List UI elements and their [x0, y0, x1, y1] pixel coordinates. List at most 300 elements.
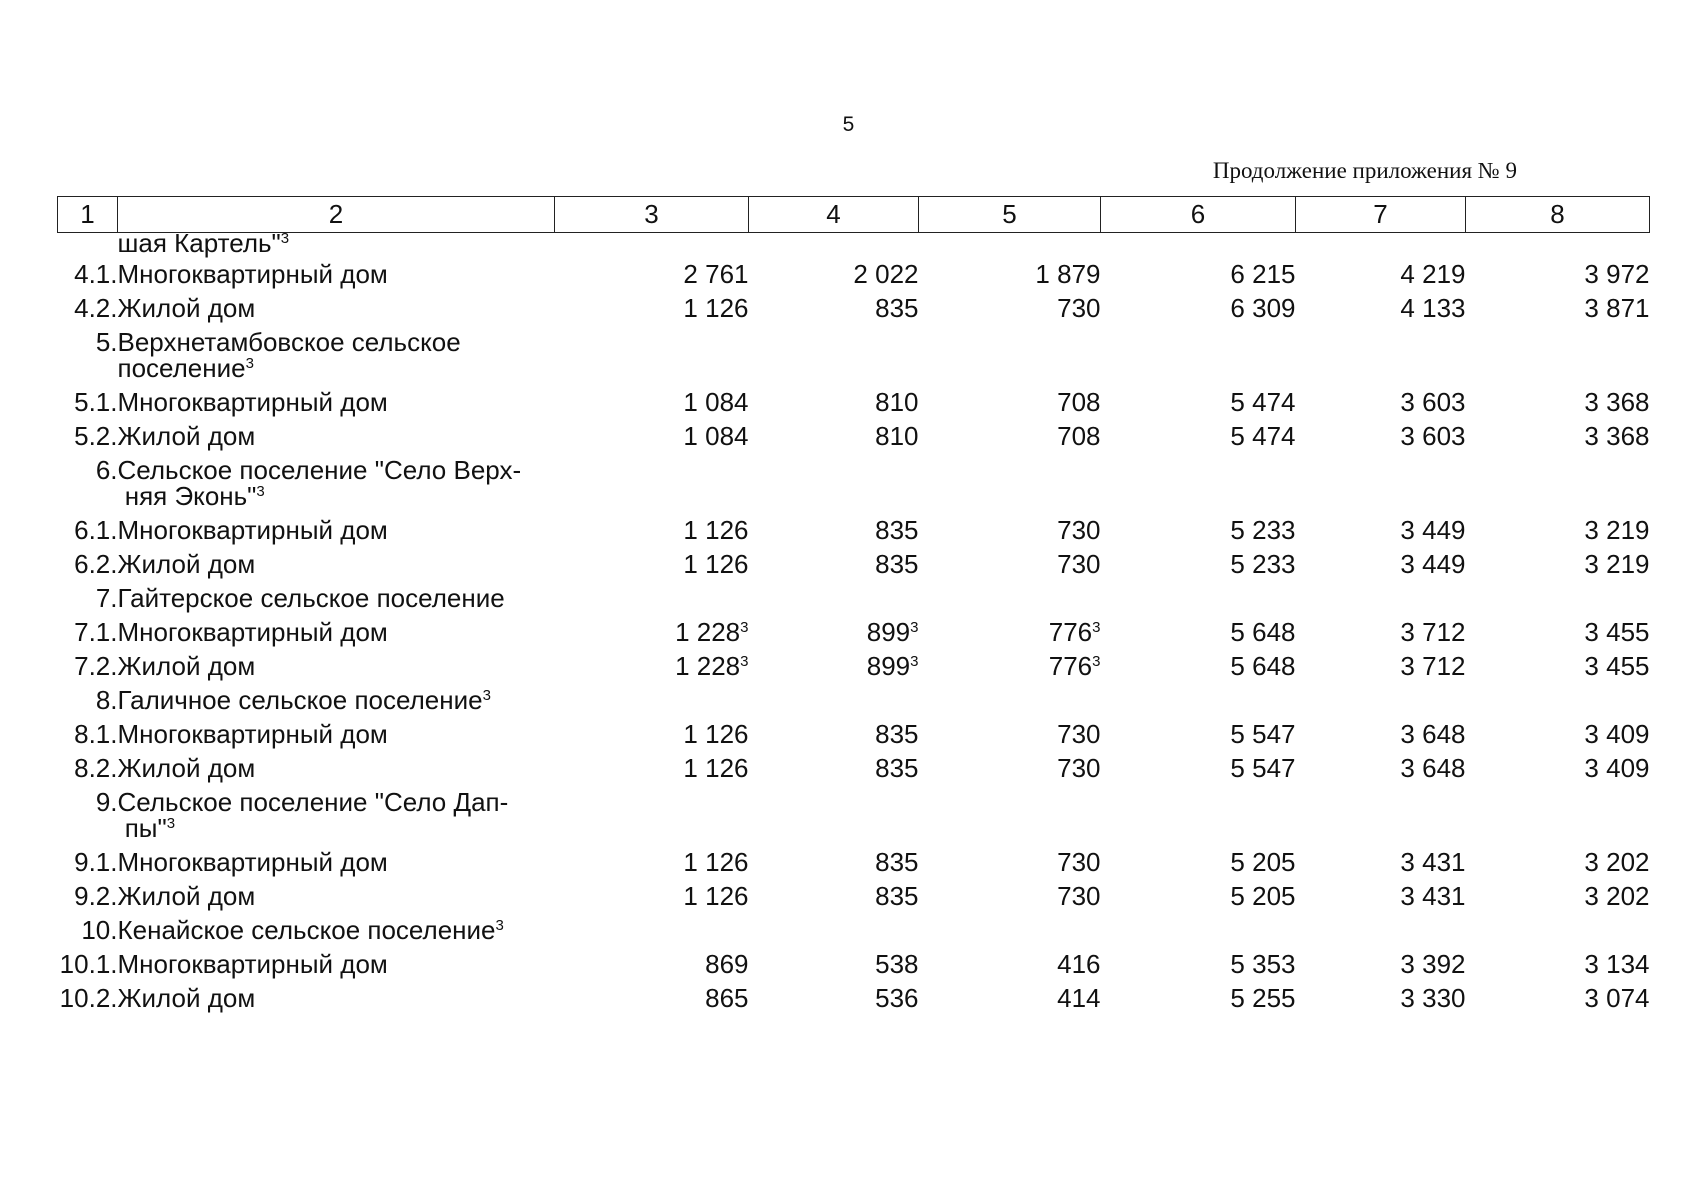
- value-cell-col5: [919, 233, 1101, 258]
- value-cell-col3: [555, 879, 749, 913]
- value-cell-col7: [1296, 751, 1466, 785]
- value-cell-col6: [1101, 947, 1296, 981]
- value-cell-col4: [749, 513, 919, 547]
- row-name: [118, 453, 555, 513]
- col-header-5: 5: [919, 197, 1101, 233]
- value-cell-col8: [1466, 547, 1650, 581]
- value-cell-col7: [1296, 385, 1466, 419]
- row-name: [118, 845, 555, 879]
- value-text: 3 368: [1584, 421, 1650, 451]
- value-cell-col5: [919, 947, 1101, 981]
- table-row: [58, 385, 1650, 419]
- value-cell-col3: [555, 453, 749, 513]
- value-cell-col8: [1466, 649, 1650, 683]
- value-cell-col3: [555, 683, 749, 717]
- table-row: [58, 547, 1650, 581]
- value-cell-col3: [555, 717, 749, 751]
- table-row: [58, 257, 1650, 291]
- value-text: 3 455: [1584, 617, 1650, 647]
- table-row: [58, 513, 1650, 547]
- value-text: 1 228: [675, 651, 741, 681]
- value-text: 3 409: [1584, 753, 1650, 783]
- table-row: [58, 751, 1650, 785]
- value-cell-col7: [1296, 981, 1466, 1015]
- value-text: 6 215: [1230, 259, 1296, 289]
- value-text: 5 205: [1230, 847, 1296, 877]
- value-cell-col6: [1101, 233, 1296, 258]
- value-cell-col6: [1101, 257, 1296, 291]
- value-cell-col6: [1101, 717, 1296, 751]
- table-body: [58, 228, 1650, 1016]
- table-row: [58, 649, 1650, 683]
- value-text: 869: [705, 949, 749, 979]
- row-number: 8.2.: [74, 753, 118, 783]
- row-number: 5.2.: [74, 421, 118, 451]
- value-text: 1 126: [683, 515, 749, 545]
- value-text: 730: [1057, 293, 1101, 323]
- footnote-marker: 3: [495, 917, 504, 934]
- value-cell-col5: [919, 385, 1101, 419]
- appendix-caption: Продолжение приложения № 9: [1212, 158, 1517, 183]
- footnote-marker: 3: [245, 355, 254, 372]
- row-name-text: Жилой дом: [117, 549, 256, 579]
- value-text: 3 219: [1584, 515, 1650, 545]
- row-name-text: Кенайское сельское поселение: [117, 915, 496, 945]
- row-name: [118, 325, 555, 385]
- col-header-2: 2: [118, 197, 555, 233]
- row-number: 4.2.: [74, 293, 118, 323]
- row-name-text: Многоквартирный дом: [117, 387, 388, 417]
- row-name-text: Многоквартирный дом: [117, 259, 388, 289]
- value-cell-col5: [919, 751, 1101, 785]
- row-name-text: Многоквартирный дом: [117, 949, 388, 979]
- value-text: 730: [1057, 719, 1101, 749]
- row-name: [118, 649, 555, 683]
- header-row: [58, 197, 1650, 233]
- value-cell-col3: [555, 751, 749, 785]
- value-text: 5 233: [1230, 515, 1296, 545]
- value-cell-col3: [555, 913, 749, 947]
- value-text: 5 474: [1230, 421, 1296, 451]
- table-row: [58, 419, 1650, 453]
- value-text: 730: [1057, 881, 1101, 911]
- value-text: 776: [1048, 651, 1093, 681]
- row-name-text: Сельское поселение "Село Дап- пы": [117, 787, 509, 843]
- col-header-1: 1: [58, 197, 118, 233]
- value-cell-col5: [919, 649, 1101, 683]
- value-cell-col7: [1296, 947, 1466, 981]
- value-text: 5 205: [1230, 881, 1296, 911]
- value-cell-col3: [555, 513, 749, 547]
- value-cell-col3: [555, 845, 749, 879]
- row-name-text: Многоквартирный дом: [117, 719, 388, 749]
- value-cell-col5: [919, 913, 1101, 947]
- row-name: [118, 879, 555, 913]
- value-text: 708: [1057, 387, 1101, 417]
- row-name-text: Гайтерское сельское поселение: [117, 583, 505, 613]
- row-number: 10.: [81, 915, 118, 945]
- value-cell-col5: [919, 453, 1101, 513]
- value-cell-col7: [1296, 717, 1466, 751]
- row-name: [118, 291, 555, 325]
- value-text: 3 603: [1400, 421, 1466, 451]
- row-name: [118, 717, 555, 751]
- value-text: 3 202: [1584, 847, 1650, 877]
- value-text: 1 084: [683, 421, 749, 451]
- row-name-text: Жилой дом: [117, 983, 256, 1013]
- footnote-marker: 3: [910, 619, 919, 636]
- value-cell-col6: [1101, 325, 1296, 385]
- value-text: 5 255: [1230, 983, 1296, 1013]
- row-number: 6.1.: [74, 515, 118, 545]
- value-text: 1 126: [683, 881, 749, 911]
- value-cell-col4: [749, 615, 919, 649]
- row-name: [118, 385, 555, 419]
- page-number: 5: [842, 113, 855, 136]
- value-text: 536: [875, 983, 919, 1013]
- value-text: 3 648: [1400, 719, 1466, 749]
- value-text: 3 409: [1584, 719, 1650, 749]
- value-cell-col4: [749, 913, 919, 947]
- value-text: 3 431: [1400, 847, 1466, 877]
- value-text: 4 133: [1400, 293, 1466, 323]
- row-name-text: Многоквартирный дом: [117, 617, 388, 647]
- value-cell-col5: [919, 547, 1101, 581]
- value-cell-col4: [749, 385, 919, 419]
- value-text: 3 392: [1400, 949, 1466, 979]
- value-text: 3 368: [1584, 387, 1650, 417]
- value-text: 3 330: [1400, 983, 1466, 1013]
- value-text: 835: [875, 515, 919, 545]
- col-header-6: 6: [1101, 197, 1296, 233]
- value-cell-col3: [555, 581, 749, 615]
- row-name: [118, 981, 555, 1015]
- row-name: [118, 947, 555, 981]
- value-cell-col6: [1101, 981, 1296, 1015]
- value-text: 1 084: [683, 387, 749, 417]
- row-number: 9.2.: [74, 881, 118, 911]
- col-header-4: 4: [749, 197, 919, 233]
- value-text: 5 648: [1230, 617, 1296, 647]
- value-cell-col6: [1101, 291, 1296, 325]
- section-row: [58, 453, 1650, 513]
- value-cell-col4: [749, 325, 919, 385]
- footnote-marker: 3: [740, 653, 749, 670]
- value-cell-col6: [1101, 615, 1296, 649]
- footnote-marker: 3: [910, 653, 919, 670]
- value-text: 835: [875, 847, 919, 877]
- value-cell-col6: [1101, 913, 1296, 947]
- value-cell-col8: [1466, 615, 1650, 649]
- table-row: [58, 981, 1650, 1015]
- row-number: 6.2.: [74, 549, 118, 579]
- value-cell-col7: [1296, 879, 1466, 913]
- section-row: [58, 913, 1650, 947]
- value-cell-col4: [749, 419, 919, 453]
- value-cell-col3: [555, 385, 749, 419]
- value-text: 776: [1048, 617, 1093, 647]
- value-cell-col5: [919, 419, 1101, 453]
- value-text: 1 126: [683, 293, 749, 323]
- value-cell-col8: [1466, 385, 1650, 419]
- table-row: [58, 717, 1650, 751]
- value-text: 835: [875, 719, 919, 749]
- value-cell-col5: [919, 845, 1101, 879]
- value-text: 835: [875, 881, 919, 911]
- value-text: 414: [1057, 983, 1101, 1013]
- value-cell-col5: [919, 325, 1101, 385]
- value-cell-col6: [1101, 879, 1296, 913]
- value-cell-col6: [1101, 385, 1296, 419]
- row-name: [118, 785, 555, 845]
- section-row: [58, 581, 1650, 615]
- row-name: [118, 913, 555, 947]
- value-cell-col3: [555, 257, 749, 291]
- value-text: 1 126: [683, 847, 749, 877]
- value-cell-col8: [1466, 257, 1650, 291]
- value-cell-col4: [749, 785, 919, 845]
- row-name: [118, 547, 555, 581]
- value-cell-col6: [1101, 845, 1296, 879]
- row-number: 8.: [95, 685, 118, 715]
- value-cell-col5: [919, 291, 1101, 325]
- value-cell-col5: [919, 257, 1101, 291]
- value-cell-col4: [749, 257, 919, 291]
- section-row: [58, 683, 1650, 717]
- row-number: 10.1.: [59, 949, 118, 979]
- row-number: 9.: [95, 787, 118, 817]
- value-cell-col5: [919, 683, 1101, 717]
- value-cell-col5: [919, 785, 1101, 845]
- value-cell-col4: [749, 291, 919, 325]
- value-cell-col8: [1466, 913, 1650, 947]
- row-number: 4.1.: [74, 259, 118, 289]
- col-header-7: 7: [1296, 197, 1466, 233]
- value-cell-col5: [919, 879, 1101, 913]
- footnote-marker: 3: [482, 687, 491, 704]
- row-name-text: Верхнетамбовское сельское поселение: [117, 327, 461, 383]
- value-text: 835: [875, 293, 919, 323]
- value-cell-col4: [749, 981, 919, 1015]
- section-row: [58, 325, 1650, 385]
- row-name: [117, 228, 555, 258]
- value-cell-col8: [1466, 513, 1650, 547]
- value-text: 1 879: [1035, 259, 1101, 289]
- value-cell-col6: [1101, 453, 1296, 513]
- value-cell-col4: [749, 649, 919, 683]
- row-name-text: Многоквартирный дом: [117, 515, 388, 545]
- value-text: 4 219: [1400, 259, 1466, 289]
- row-name: [118, 581, 555, 615]
- row-name: [118, 615, 555, 649]
- value-cell-col5: [919, 981, 1101, 1015]
- value-cell-col8: [1466, 981, 1650, 1015]
- value-text: 865: [705, 983, 749, 1013]
- col-header-3: 3: [555, 197, 749, 233]
- value-cell-col4: [749, 581, 919, 615]
- row-name-text: Многоквартирный дом: [117, 847, 388, 877]
- value-cell-col7: [1296, 845, 1466, 879]
- row-number: 6.: [95, 455, 118, 485]
- row-number: 9.1.: [74, 847, 118, 877]
- table-row: [58, 947, 1650, 981]
- value-cell-col5: [919, 717, 1101, 751]
- value-cell-col6: [1101, 785, 1296, 845]
- value-cell-col6: [1101, 547, 1296, 581]
- value-text: 3 219: [1584, 549, 1650, 579]
- value-cell-col8: [1466, 683, 1650, 717]
- footnote-marker: 3: [1092, 619, 1101, 636]
- value-cell-col7: [1296, 547, 1466, 581]
- value-cell-col8: [1466, 233, 1650, 258]
- value-cell-col8: [1466, 581, 1650, 615]
- value-cell-col8: [1466, 845, 1650, 879]
- value-text: 1 126: [683, 549, 749, 579]
- value-cell-col8: [1466, 947, 1650, 981]
- value-cell-col6: [1101, 649, 1296, 683]
- value-text: 3 449: [1400, 549, 1466, 579]
- value-cell-col3: [555, 649, 749, 683]
- value-cell-col7: [1296, 683, 1466, 717]
- value-cell-col8: [1466, 453, 1650, 513]
- row-number: 7.: [95, 583, 118, 613]
- value-cell-col7: [1296, 453, 1466, 513]
- value-text: 1 228: [675, 617, 741, 647]
- value-text: 3 972: [1584, 259, 1650, 289]
- value-text: 3 202: [1584, 881, 1650, 911]
- row-number: 7.2.: [74, 651, 118, 681]
- footnote-marker: 3: [166, 815, 176, 832]
- row-name-text: Жилой дом: [117, 753, 256, 783]
- footnote-marker: 3: [256, 483, 265, 500]
- value-text: 3 455: [1584, 651, 1650, 681]
- row-name-text: Сельское поселение "Село Верх- няя Эконь": [117, 455, 522, 511]
- row-name-text: шая Картель": [117, 228, 281, 258]
- value-text: 2 761: [683, 259, 749, 289]
- value-cell-col7: [1296, 581, 1466, 615]
- value-text: 810: [875, 387, 919, 417]
- tariff-table: [57, 196, 1650, 1015]
- value-cell-col6: [1101, 419, 1296, 453]
- value-cell-col8: [1466, 291, 1650, 325]
- value-cell-col3: [555, 233, 749, 258]
- value-cell-col7: [1296, 513, 1466, 547]
- value-cell-col8: [1466, 325, 1650, 385]
- value-text: 899: [866, 651, 911, 681]
- value-text: 3 871: [1584, 293, 1650, 323]
- value-text: 3 449: [1400, 515, 1466, 545]
- value-cell-col3: [555, 981, 749, 1015]
- row-name-text: Жилой дом: [117, 881, 256, 911]
- value-text: 730: [1057, 753, 1101, 783]
- value-text: 5 353: [1230, 949, 1296, 979]
- row-number: 8.1.: [74, 719, 118, 749]
- value-cell-col4: [749, 717, 919, 751]
- row-name: [118, 751, 555, 785]
- row-number: 7.1.: [74, 617, 118, 647]
- value-cell-col8: [1466, 785, 1650, 845]
- value-text: 416: [1057, 949, 1101, 979]
- value-text: 3 712: [1400, 617, 1466, 647]
- value-text: 730: [1057, 847, 1101, 877]
- row-name-text: Жилой дом: [117, 293, 256, 323]
- value-text: 5 648: [1230, 651, 1296, 681]
- footnote-marker: 3: [280, 230, 290, 247]
- value-cell-col4: [749, 547, 919, 581]
- value-cell-col4: [749, 879, 919, 913]
- row-name-text: Жилой дом: [117, 651, 256, 681]
- row-name: [118, 257, 555, 291]
- row-number: [58, 233, 118, 258]
- value-cell-col4: [749, 453, 919, 513]
- value-text: 810: [875, 421, 919, 451]
- value-cell-col6: [1101, 581, 1296, 615]
- row-name-text: Жилой дом: [117, 421, 256, 451]
- row-name: [118, 419, 555, 453]
- value-text: 5 474: [1230, 387, 1296, 417]
- value-cell-col5: [919, 615, 1101, 649]
- row-number: 10.2.: [59, 983, 118, 1013]
- value-text: 5 547: [1230, 753, 1296, 783]
- value-cell-col7: [1296, 615, 1466, 649]
- value-cell-col7: [1296, 325, 1466, 385]
- value-text: 899: [866, 617, 911, 647]
- value-cell-col4: [749, 947, 919, 981]
- value-cell-col4: [749, 751, 919, 785]
- value-cell-col7: [1296, 913, 1466, 947]
- footnote-marker: 3: [1092, 653, 1101, 670]
- value-cell-col3: [555, 785, 749, 845]
- value-cell-col3: [555, 547, 749, 581]
- value-cell-col5: [919, 581, 1101, 615]
- value-text: 3 431: [1400, 881, 1466, 911]
- value-cell-col6: [1101, 513, 1296, 547]
- value-text: 730: [1057, 549, 1101, 579]
- value-text: 5 233: [1230, 549, 1296, 579]
- value-text: 538: [875, 949, 919, 979]
- value-text: 2 022: [853, 259, 919, 289]
- value-cell-col7: [1296, 291, 1466, 325]
- section-row: [58, 785, 1650, 845]
- value-cell-col7: [1296, 257, 1466, 291]
- table-row: [58, 615, 1650, 649]
- value-cell-col8: [1466, 419, 1650, 453]
- value-cell-col8: [1466, 879, 1650, 913]
- row-number: 5.1.: [74, 387, 118, 417]
- value-cell-col4: [749, 845, 919, 879]
- value-cell-col3: [555, 947, 749, 981]
- footnote-marker: 3: [740, 619, 749, 636]
- value-text: 3 648: [1400, 753, 1466, 783]
- value-text: 1 126: [683, 719, 749, 749]
- value-text: 1 126: [683, 753, 749, 783]
- row-name: [118, 513, 555, 547]
- table-row: [58, 845, 1650, 879]
- value-text: 3 074: [1584, 983, 1650, 1013]
- value-cell-col7: [1296, 785, 1466, 845]
- value-text: 730: [1057, 515, 1101, 545]
- value-text: 6 309: [1230, 293, 1296, 323]
- value-text: 5 547: [1230, 719, 1296, 749]
- value-cell-col4: [749, 683, 919, 717]
- value-cell-col8: [1466, 717, 1650, 751]
- value-text: 835: [875, 753, 919, 783]
- value-cell-col6: [1101, 683, 1296, 717]
- value-cell-col3: [555, 291, 749, 325]
- value-cell-col4: [749, 233, 919, 258]
- value-cell-col8: [1466, 751, 1650, 785]
- value-cell-col7: [1296, 233, 1466, 258]
